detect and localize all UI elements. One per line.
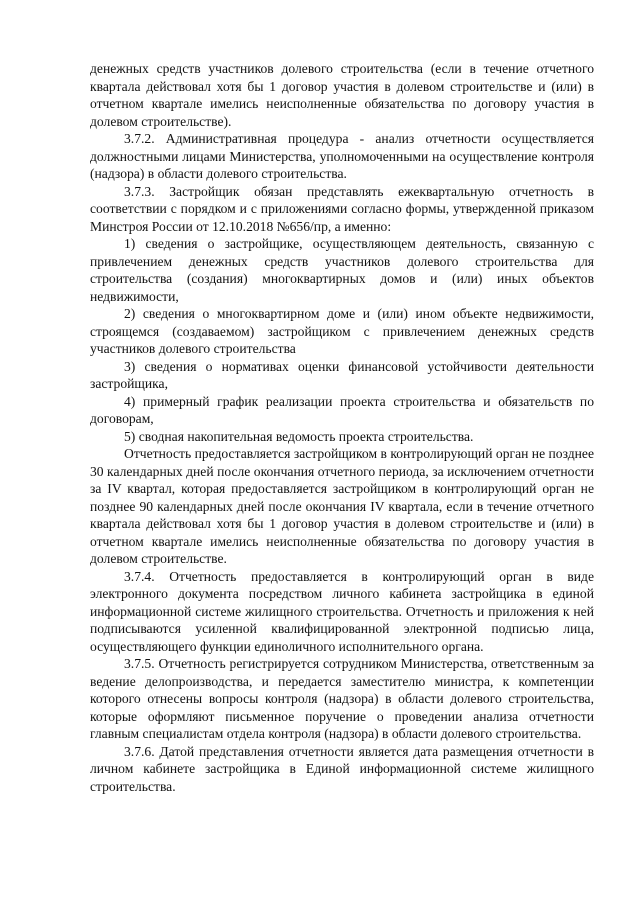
document-page [90,60,594,795]
paragraph-continuation: денежных средств участников долевого строительства (если в течение отчетного квартала действовал хотя бы 1 договор участия в долевом строительстве и (или) в отчетном квартале имелись неисполненные обязательства по договору участия в долевом строительстве). [90,61,594,129]
paragraph-3-7-6: 3.7.6. Датой представления отчетности является дата размещения отчетности в личном кабинете застройщика в Единой информационной системе жилищного строительства. [90,743,594,794]
paragraph-3-7-4: 3.7.4. Отчетность предоставляется в контролирующий орган в виде электронного документа посредством личного кабинета застройщика в единой информационной системе жилищного строительства. Отчетность и приложения к ней подписываются усиленной квалифицированной электронной подписью лица, осуществляющего функции единоличного исполнительного органа. [90,568,594,654]
paragraph-3-7-3: 3.7.3. Застройщик обязан представлять ежеквартальную отчетность в соответствии с порядком и с приложениями согласно формы, утвержденной приказом Минстроя России от 12.10.2018 №656/пр, а именно: [90,183,594,234]
paragraph-deadlines: Отчетность предоставляется застройщиком в контролирующий орган не позднее 30 календарных дней после окончания отчетного периода, за исключением отчетности за IV квартал, которая предоставляется застройщиком в контролирующий орган не позднее 90 календарных дней после окончания IV квартала, если в течение отчетного квартала действовал хотя бы 1 договор участия в долевом строительстве и (или) в отчетном квартале имелись неисполненные обязательства по договору участия в долевом строительстве. [90,446,594,566]
paragraph-3-7-5: 3.7.5. Отчетность регистрируется сотрудником Министерства, ответственным за ведение делопроизводства, и передается заместителю министра, к компетенции которого отнесены вопросы контроля (надзора) в области долевого строительства, которые оформляют письменное поручение о проведении анализа отчетности главным специалистам отдела контроля (надзора) в области долевого строительства. [90,656,594,741]
list-item-1: 1) сведения о застройщике, осуществляющем деятельность, связанную с привлечением денежных средств участников долевого строительства для строительства (создания) многоквартирных домов и (или) иных объектов недвижимости, [90,236,594,304]
list-item-2: 2) сведения о многоквартирном доме и (или) ином объекте недвижимости, строящемся (создаваемом) застройщиком с привлечением денежных средств участников долевого строительства [90,306,594,356]
list-item-5: 5) сводная накопительная ведомость проекта строительства. [124,428,474,444]
list-item-3: 3) сведения о нормативах оценки финансовой устойчивости деятельности застройщика, [90,358,594,391]
list-item-4: 4) примерный график реализации проекта строительства и обязательств по договорам, [90,393,594,426]
paragraph-3-7-2: 3.7.2. Административная процедура - анализ отчетности осуществляется должностными лицами Министерства, уполномоченными на осуществление контроля (надзора) в области долевого строительства. [90,131,594,181]
